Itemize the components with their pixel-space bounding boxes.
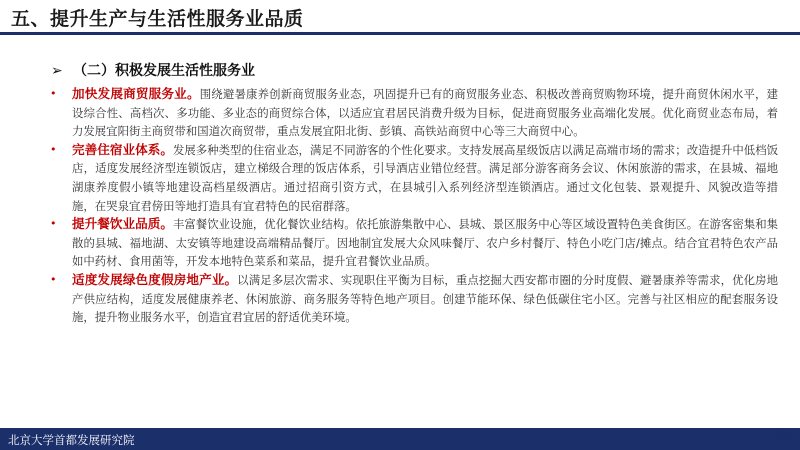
item-body: 以满足多层次需求、实现职住平衡为目标，重点挖掘大西安都市圈的分时度假、避暑康养等需求，优化房地产供应结构，适度发展健康养老、休闲旅游、商务服务等特色地产项目。创建节能环保、绿色低碳住宅小区。完善与社区相应的配套服务设施，提升物业服务水平，创造宜君宜居的舒适优美环境。 [72,272,778,325]
bullet-icon: • [50,87,57,100]
bullet-icon: • [50,217,57,231]
item-body: 发展多种类型的住宿业态，满足不同游客的个性化要求。支持发展高星级饭店以满足高端市场的需求；改造提升中低档饭店，适度发展经济型连锁饭店，建立梯级合理的饭店体系，引导酒店业错位经营。满足部分游客商务会议、休闲旅游的需求，在县城、福地湖康养度假小镇等地建设高档星级酒店。通过招商引资方式，在县城引入系列经济型连锁酒店。通过文化包装、景观提升、风貌改造等措施，在哭泉宜君傍田等地打造具有宜君特色的民宿群落。 [72,142,779,213]
list-item [50,271,778,327]
footer-bar [0,428,800,450]
item-lead: 加快发展商贸服务业。 [72,86,200,101]
list-item [50,85,778,141]
list-item [50,141,778,215]
item-body: 丰富餐饮业设施，优化餐饮业结构。依托旅游集散中心、县城、景区服务中心等区域设置特色美食街区。在游客密集和集散的县城、福地湖、太安镇等地建设高端精品餐厅。因地制宜发展大众风味餐厅、农户乡村餐厅、特色小吃门店/摊点。结合宜君特色农产品如中药材、食用菌等，开发本地特色菜系和菜品，提升宜君餐饮业品质。 [72,217,779,269]
page-title: 五、提升生产与生活性服务业品质 [11,8,304,30]
list-item [50,215,778,271]
item-body: 围绕避暑康养创新商贸服务业态，巩固提升已有的商贸服务业态、积极改善商贸购物环境，提升商贸休闲水平，建设综合性、高档次、多功能、多业态的商贸综合体，以适应宜君居民消费升级为目标，促进商贸服务业高端化发展。优化商贸业态布局，着力发展宜阳街主商贸带和国道次商贸带，重点发展宜阳北街、彭镇、高铁站商贸中心等三大商贸中心。 [72,87,779,139]
item-lead: 提升餐饮业品质。 [72,216,173,232]
bullet-icon: • [50,272,57,286]
bullet-icon: • [50,142,57,156]
arrow-bullet-icon: ➢ [51,63,63,79]
item-lead: 适度发展绿色度假房地产业。 [72,271,238,287]
bullet-list [50,85,778,327]
item-lead: 完善住宿业体系。 [72,141,173,157]
section-heading-text: （二）积极发展生活性服务业 [73,63,255,79]
footer-org: 北京大学首都发展研究院 [8,433,135,447]
section-heading [51,60,255,80]
title-divider [0,32,800,35]
page-number: 35 [773,430,790,445]
